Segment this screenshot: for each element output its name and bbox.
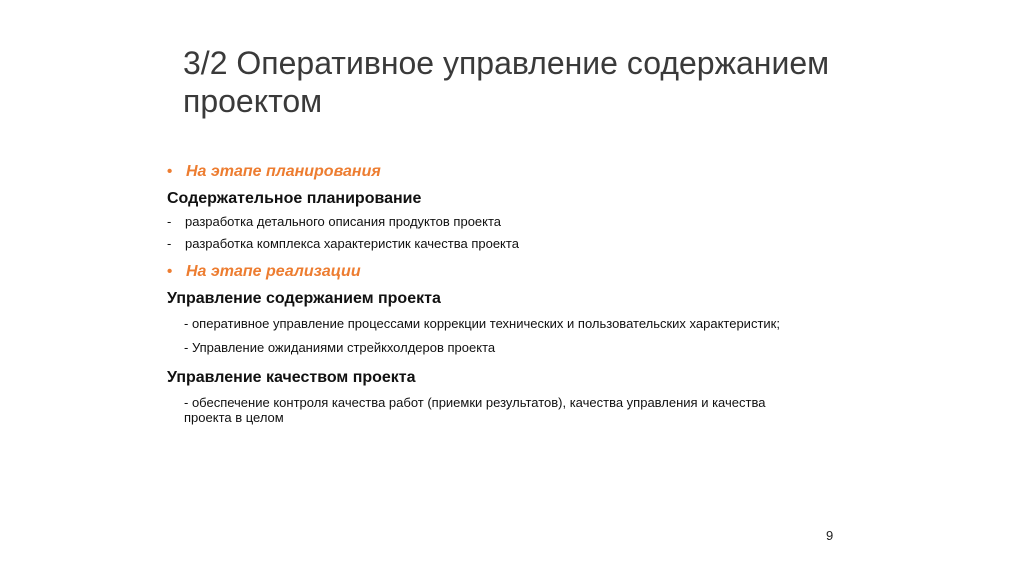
list-item-text: разработка комплекса характеристик качества проекта xyxy=(185,236,519,251)
list-item-text: разработка детального описания продуктов проекта xyxy=(185,214,502,229)
dash-marker: - xyxy=(167,214,172,229)
bullet-label: На этапе реализации xyxy=(186,263,361,280)
list-item: - оперативное управление процессами коррекции технических и пользовательских характеристик; xyxy=(184,316,780,331)
slide-title: 3/2 Оперативное управление содержанием проектом xyxy=(183,45,830,119)
list-item: - обеспечение контроля качества работ (приемки результатов), качества управления и качества проекта в целом xyxy=(184,395,766,425)
heading-content-planning: Содержательное планирование xyxy=(167,190,422,207)
heading-content-management: Управление содержанием проекта xyxy=(167,290,441,307)
bullet-planning-stage xyxy=(167,158,807,185)
list-item xyxy=(167,236,807,252)
list-item xyxy=(167,214,807,230)
dash-marker: - xyxy=(167,236,172,251)
slide-content xyxy=(167,158,807,434)
bullet-dot: • xyxy=(167,163,173,180)
bullet-dot: • xyxy=(167,263,173,280)
heading-quality-management: Управление качеством проекта xyxy=(167,369,416,386)
bullet-label: На этапе планирования xyxy=(186,163,381,180)
list-item: - Управление ожиданиями стрейкхолдеров проекта xyxy=(184,340,496,355)
bullet-implementation-stage xyxy=(167,258,807,285)
page-number: 9 xyxy=(826,528,834,543)
